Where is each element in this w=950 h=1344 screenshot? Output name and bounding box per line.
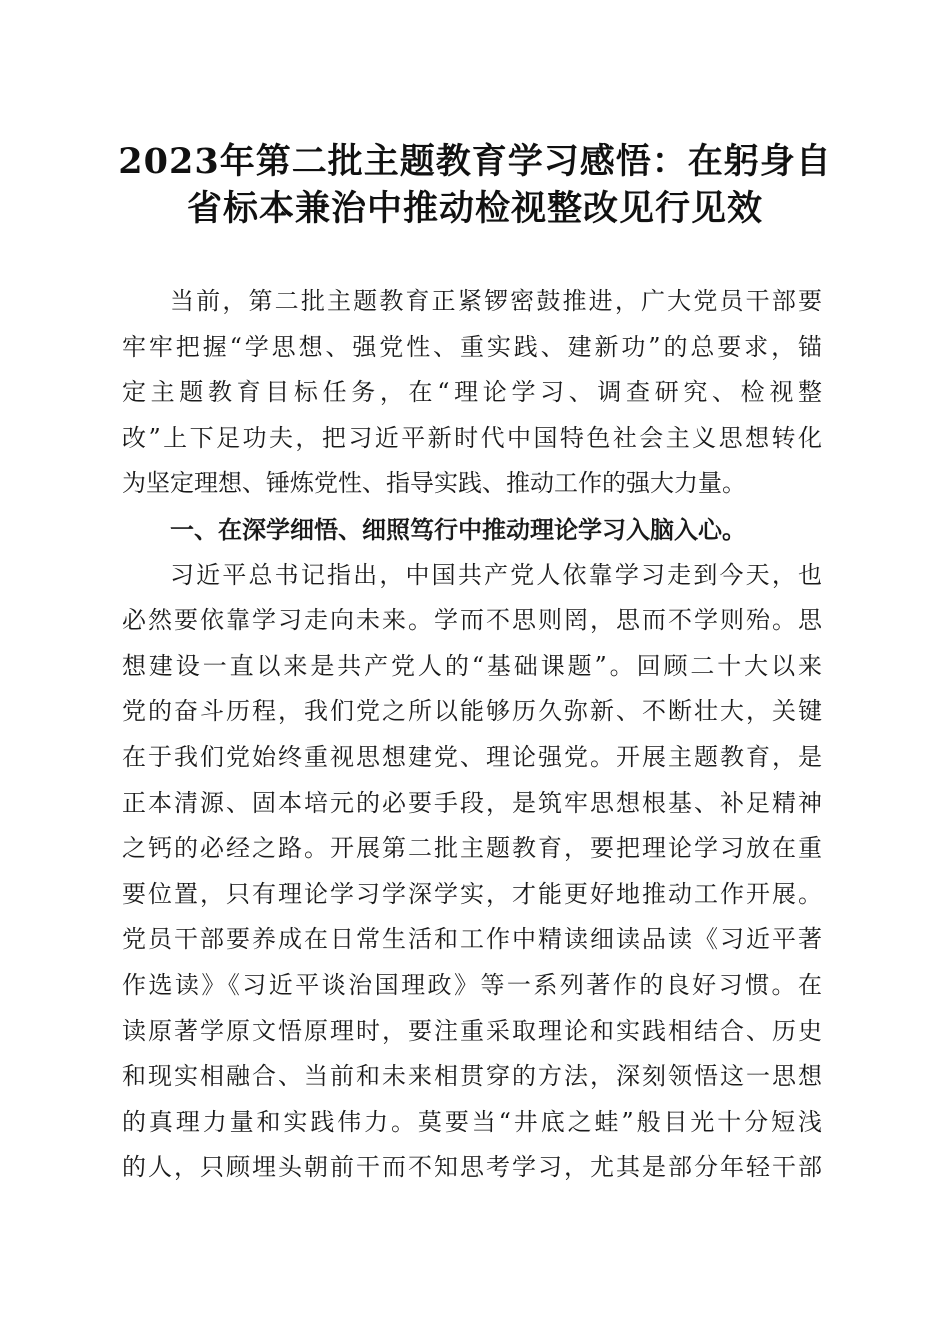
paragraph-1-line: 为坚定理想、锤炼党性、指导实践、推动工作的强大力量。	[122, 469, 746, 498]
paragraph-2-line: 的人，只顾埋头朝前干而不知思考学习，尤其是部分年轻干部	[122, 1153, 822, 1182]
paragraph-1-line: 定主题教育目标任务，在“理论学习、调查研究、检视整	[122, 378, 822, 407]
paragraph-1-line: 当前，第二批主题教育正紧锣密鼓推进，广大党员干部要	[170, 287, 822, 315]
paragraph-2-line: 正本清源、固本培元的必要手段，是筑牢思想根基、补足精神	[122, 788, 822, 817]
paragraph-2-line: 要位置，只有理论学习学深学实，才能更好地推动工作开展。	[122, 879, 822, 908]
paragraph-2-line: 读原著学原文悟原理时，要注重采取理论和实践相结合、历史	[122, 1016, 822, 1045]
document-body	[122, 279, 822, 1191]
paragraph-2-line: 和现实相融合、当前和未来相贯穿的方法，深刻领悟这一思想	[122, 1062, 822, 1091]
paragraph-2-line: 之钙的必经之路。开展第二批主题教育，要把理论学习放在重	[122, 834, 822, 863]
paragraph-2-line: 在于我们党始终重视思想建党、理论强党。开展主题教育，是	[122, 742, 822, 771]
paragraph-2-line: 党员干部要养成在日常生活和工作中精读细读品读《习近平著	[122, 925, 822, 954]
paragraph-2-line: 想建设一直以来是共产党人的“基础课题”。回顾二十大以来	[122, 651, 822, 680]
paragraph-2-line: 习近平总书记指出，中国共产党人依靠学习走到今天，也	[170, 560, 822, 589]
paragraph-2-line: 的真理力量和实践伟力。莫要当“井底之蛙”般目光十分短浅	[122, 1107, 822, 1136]
paragraph-2-line: 党的奋斗历程，我们党之所以能够历久弥新、不断壮大，关键	[122, 697, 822, 726]
section-heading-1: 一、在深学细悟、细照笃行中推动理论学习入脑入心。	[170, 514, 746, 544]
document-title	[110, 138, 840, 232]
title-line-2: 省标本兼治中推动检视整改见行见效	[186, 188, 763, 229]
title-line-1: 2023年第二批主题教育学习感悟：在躬身自	[118, 141, 832, 182]
paragraph-2-line: 必然要依靠学习走向未来。学而不思则罔，思而不学则殆。思	[122, 606, 822, 635]
paragraph-1-line: 改”上下足功夫，把习近平新时代中国特色社会主义思想转化	[122, 423, 822, 452]
paragraph-2-line: 作选读》《习近平谈治国理政》等一系列著作的良好习惯。在	[122, 970, 822, 999]
paragraph-1-line: 牢牢把握“学思想、强党性、重实践、建新功”的总要求，锚	[122, 332, 822, 361]
